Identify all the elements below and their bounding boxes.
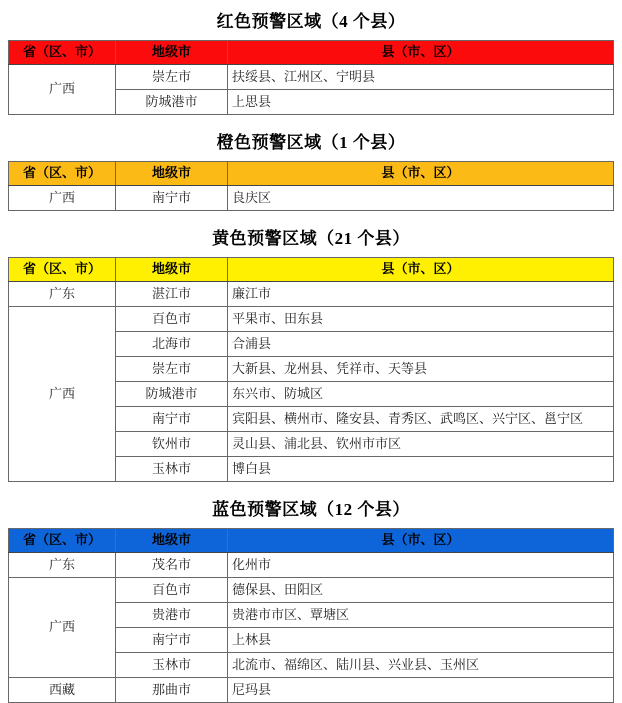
table-row bbox=[9, 282, 614, 307]
table-row bbox=[9, 65, 614, 90]
red-warning-header-row bbox=[9, 41, 614, 65]
province-cell: 广西 bbox=[9, 186, 116, 211]
counties-cell: 贵港市市区、覃塘区 bbox=[228, 603, 614, 628]
document-root bbox=[0, 7, 622, 703]
blue-warning-table bbox=[8, 528, 614, 703]
counties-cell: 博白县 bbox=[228, 457, 614, 482]
province-cell: 广东 bbox=[9, 553, 116, 578]
counties-cell: 北流市、福绵区、陆川县、兴业县、玉州区 bbox=[228, 653, 614, 678]
orange-warning-table bbox=[8, 161, 614, 211]
yellow-warning-section bbox=[0, 224, 622, 482]
table-row bbox=[9, 186, 614, 211]
orange-warning-section bbox=[0, 128, 622, 211]
counties-cell: 化州市 bbox=[228, 553, 614, 578]
column-header-province: 省（区、市） bbox=[9, 162, 116, 186]
city-cell: 防城港市 bbox=[116, 90, 228, 115]
counties-cell: 尼玛县 bbox=[228, 678, 614, 703]
city-cell: 崇左市 bbox=[116, 357, 228, 382]
city-cell: 玉林市 bbox=[116, 653, 228, 678]
city-cell: 南宁市 bbox=[116, 407, 228, 432]
province-cell: 西藏 bbox=[9, 678, 116, 703]
column-header-city: 地级市 bbox=[116, 529, 228, 553]
city-cell: 防城港市 bbox=[116, 382, 228, 407]
column-header-counties: 县（市、区） bbox=[228, 162, 614, 186]
yellow-warning-title: 黄色预警区域（21 个县） bbox=[212, 229, 410, 248]
orange-warning-header-row bbox=[9, 162, 614, 186]
city-cell: 北海市 bbox=[116, 332, 228, 357]
counties-cell: 上林县 bbox=[228, 628, 614, 653]
city-cell: 崇左市 bbox=[116, 65, 228, 90]
column-header-counties: 县（市、区） bbox=[228, 529, 614, 553]
column-header-counties: 县（市、区） bbox=[228, 41, 614, 65]
province-cell: 广西 bbox=[9, 65, 116, 115]
red-warning-section bbox=[0, 7, 622, 115]
column-header-counties: 县（市、区） bbox=[228, 258, 614, 282]
counties-cell: 廉江市 bbox=[228, 282, 614, 307]
counties-cell: 宾阳县、横州市、隆安县、青秀区、武鸣区、兴宁区、邕宁区 bbox=[228, 407, 614, 432]
city-cell: 百色市 bbox=[116, 307, 228, 332]
province-cell: 广东 bbox=[9, 282, 116, 307]
table-row bbox=[9, 678, 614, 703]
counties-cell: 灵山县、浦北县、钦州市市区 bbox=[228, 432, 614, 457]
city-cell: 钦州市 bbox=[116, 432, 228, 457]
table-row bbox=[9, 578, 614, 603]
city-cell: 南宁市 bbox=[116, 628, 228, 653]
column-header-province: 省（区、市） bbox=[9, 41, 116, 65]
blue-warning-title: 蓝色预警区域（12 个县） bbox=[212, 500, 410, 519]
counties-cell: 扶绥县、江州区、宁明县 bbox=[228, 65, 614, 90]
red-warning-title: 红色预警区域（4 个县） bbox=[216, 12, 406, 31]
counties-cell: 德保县、田阳区 bbox=[228, 578, 614, 603]
blue-warning-header-row bbox=[9, 529, 614, 553]
yellow-warning-table bbox=[8, 257, 614, 482]
counties-cell: 东兴市、防城区 bbox=[228, 382, 614, 407]
counties-cell: 平果市、田东县 bbox=[228, 307, 614, 332]
blue-warning-section bbox=[0, 495, 622, 703]
city-cell: 贵港市 bbox=[116, 603, 228, 628]
counties-cell: 良庆区 bbox=[228, 186, 614, 211]
column-header-province: 省（区、市） bbox=[9, 529, 116, 553]
column-header-province: 省（区、市） bbox=[9, 258, 116, 282]
orange-warning-title: 橙色预警区域（1 个县） bbox=[216, 133, 406, 152]
city-cell: 那曲市 bbox=[116, 678, 228, 703]
province-cell: 广西 bbox=[9, 578, 116, 678]
yellow-warning-header-row bbox=[9, 258, 614, 282]
city-cell: 百色市 bbox=[116, 578, 228, 603]
city-cell: 湛江市 bbox=[116, 282, 228, 307]
province-cell: 广西 bbox=[9, 307, 116, 482]
column-header-city: 地级市 bbox=[116, 41, 228, 65]
counties-cell: 上思县 bbox=[228, 90, 614, 115]
counties-cell: 大新县、龙州县、凭祥市、天等县 bbox=[228, 357, 614, 382]
city-cell: 南宁市 bbox=[116, 186, 228, 211]
table-row bbox=[9, 553, 614, 578]
city-cell: 玉林市 bbox=[116, 457, 228, 482]
red-warning-table bbox=[8, 40, 614, 115]
table-row bbox=[9, 307, 614, 332]
column-header-city: 地级市 bbox=[116, 162, 228, 186]
city-cell: 茂名市 bbox=[116, 553, 228, 578]
counties-cell: 合浦县 bbox=[228, 332, 614, 357]
column-header-city: 地级市 bbox=[116, 258, 228, 282]
